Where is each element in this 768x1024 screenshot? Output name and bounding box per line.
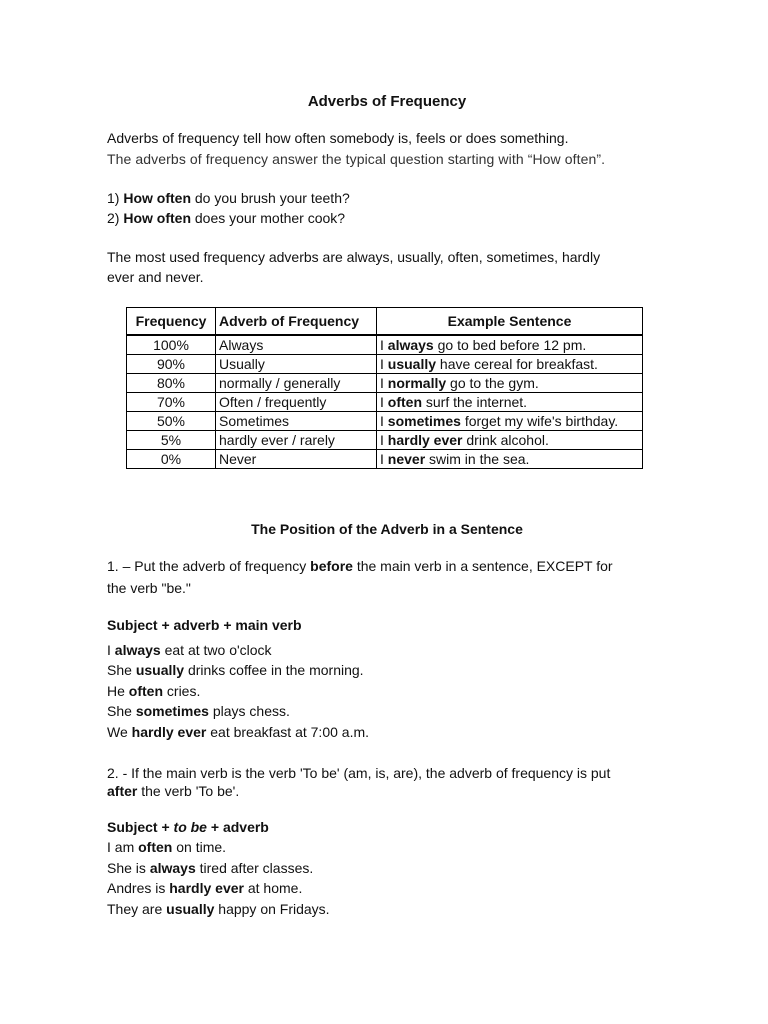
example-adverb: always (114, 642, 161, 658)
example-pre: I (380, 412, 388, 429)
cell-adverb: Never (216, 450, 377, 469)
example-adverb: usually (166, 901, 215, 917)
header-example: Example Sentence (377, 308, 643, 336)
example-pre: He (107, 683, 129, 699)
table-row (127, 412, 643, 431)
cell-example (377, 355, 643, 374)
example-line (107, 837, 667, 857)
table-row (127, 355, 643, 374)
cell-example (377, 393, 643, 412)
formula-1: Subject + adverb + main verb (107, 617, 302, 633)
example-post: swim in the sea. (425, 450, 530, 467)
rule-1-line-1 (107, 556, 667, 576)
intro-line-2: The adverbs of frequency answer the typical question starting with “How often”. (107, 151, 606, 167)
example-adverb: normally (387, 374, 447, 391)
example-adverb: usually (387, 355, 437, 372)
example-pre: I (380, 355, 388, 372)
example-pre: We (107, 724, 132, 740)
example-line (107, 858, 667, 878)
example-adverb: sometimes (387, 412, 461, 429)
intro-line-1: Adverbs of frequency tell how often somebody is, feels or does something. (107, 130, 569, 146)
example-line (107, 640, 667, 660)
rule-text: 1. – Put the adverb of frequency (107, 558, 311, 574)
example-post: eat at two o'clock (160, 642, 272, 658)
example-adverb: sometimes (135, 703, 209, 719)
example-line (107, 878, 667, 898)
example-post: on time. (172, 839, 227, 855)
example-adverb: usually (135, 662, 185, 678)
example-pre: She (107, 703, 136, 719)
question-rest: does your mother cook? (191, 210, 346, 226)
example-pre: I (380, 393, 388, 410)
example-post: go to the gym. (446, 374, 539, 391)
example-post: forget my wife's birthday. (460, 412, 619, 429)
example-adverb: always (149, 860, 196, 876)
rule-text: the main verb in a sentence, EXCEPT for (352, 558, 613, 574)
rule-keyword: before (310, 558, 353, 574)
question-number: 1) (107, 190, 124, 206)
cell-adverb: Usually (216, 355, 377, 374)
example-pre: I am (107, 839, 139, 855)
cell-example (377, 335, 643, 355)
table-row (127, 450, 643, 469)
formula-pre: Subject + (107, 819, 174, 835)
rule-2-line-1: 2. - If the main verb is the verb 'To be' (am, is, are), the adverb of frequency is put (107, 765, 611, 781)
example-line (107, 701, 667, 721)
table-row (127, 335, 643, 355)
cell-example (377, 450, 643, 469)
example-pre: I (380, 431, 388, 448)
example-line (107, 681, 667, 701)
header-adverb: Adverb of Frequency (216, 308, 377, 336)
rule-2-line-2 (107, 781, 667, 801)
cell-example (377, 431, 643, 450)
cell-frequency: 5% (127, 431, 216, 450)
example-pre: I (107, 642, 115, 658)
rule-1-line-2: the verb "be." (107, 580, 191, 596)
cell-frequency: 80% (127, 374, 216, 393)
question-2 (107, 208, 667, 228)
example-pre: Andres is (107, 880, 170, 896)
cell-example (377, 412, 643, 431)
table-row (127, 393, 643, 412)
example-post: happy on Fridays. (214, 901, 330, 917)
example-pre: They are (107, 901, 167, 917)
example-post: tired after classes. (195, 860, 314, 876)
example-adverb: hardly ever (169, 880, 244, 896)
cell-adverb: normally / generally (216, 374, 377, 393)
example-post: eat breakfast at 7:00 a.m. (206, 724, 370, 740)
formula-italic: to be (173, 819, 207, 835)
formula-2 (107, 817, 667, 837)
cell-frequency: 50% (127, 412, 216, 431)
example-line (107, 722, 667, 742)
most-used-line-1: The most used frequency adverbs are always, usually, often, sometimes, hardly (107, 249, 601, 265)
example-post: have cereal for breakfast. (436, 355, 598, 372)
example-pre: She (107, 662, 136, 678)
question-rest: do you brush your teeth? (191, 190, 350, 206)
table-row (127, 431, 643, 450)
example-adverb: often (128, 683, 164, 699)
most-used-line-2: ever and never. (107, 269, 204, 285)
example-adverb: never (387, 450, 426, 467)
example-post: drinks coffee in the morning. (184, 662, 364, 678)
section-title: The Position of the Adverb in a Sentence (251, 521, 523, 537)
example-adverb: often (387, 393, 422, 410)
rule-text: the verb 'To be'. (137, 783, 240, 799)
example-line (107, 899, 667, 919)
page-title: Adverbs of Frequency (307, 93, 467, 110)
example-post: at home. (243, 880, 303, 896)
example-pre: I (380, 374, 388, 391)
question-bold: How often (123, 190, 191, 206)
example-post: plays chess. (208, 703, 290, 719)
example-pre: I (380, 336, 388, 353)
example-post: cries. (163, 683, 201, 699)
cell-frequency: 100% (127, 335, 216, 355)
question-bold: How often (123, 210, 191, 226)
example-adverb: always (387, 336, 434, 353)
question-number: 2) (107, 210, 124, 226)
example-post: drink alcohol. (462, 431, 549, 448)
example-adverb: hardly ever (131, 724, 207, 740)
example-adverb: often (138, 839, 173, 855)
question-1 (107, 188, 667, 208)
table-header-row (127, 308, 643, 336)
example-post: surf the internet. (422, 393, 528, 410)
cell-frequency: 0% (127, 450, 216, 469)
cell-example (377, 374, 643, 393)
rule-keyword: after (107, 783, 138, 799)
cell-adverb: Always (216, 335, 377, 355)
formula-post: + adverb (206, 819, 269, 835)
example-post: go to bed before 12 pm. (433, 336, 587, 353)
frequency-table (126, 307, 643, 469)
example-line (107, 660, 667, 680)
cell-adverb: hardly ever / rarely (216, 431, 377, 450)
example-pre: I (380, 450, 388, 467)
cell-frequency: 70% (127, 393, 216, 412)
example-adverb: hardly ever (387, 431, 463, 448)
table-row (127, 374, 643, 393)
cell-adverb: Sometimes (216, 412, 377, 431)
cell-frequency: 90% (127, 355, 216, 374)
cell-adverb: Often / frequently (216, 393, 377, 412)
header-frequency: Frequency (127, 308, 216, 336)
example-pre: She is (107, 860, 150, 876)
